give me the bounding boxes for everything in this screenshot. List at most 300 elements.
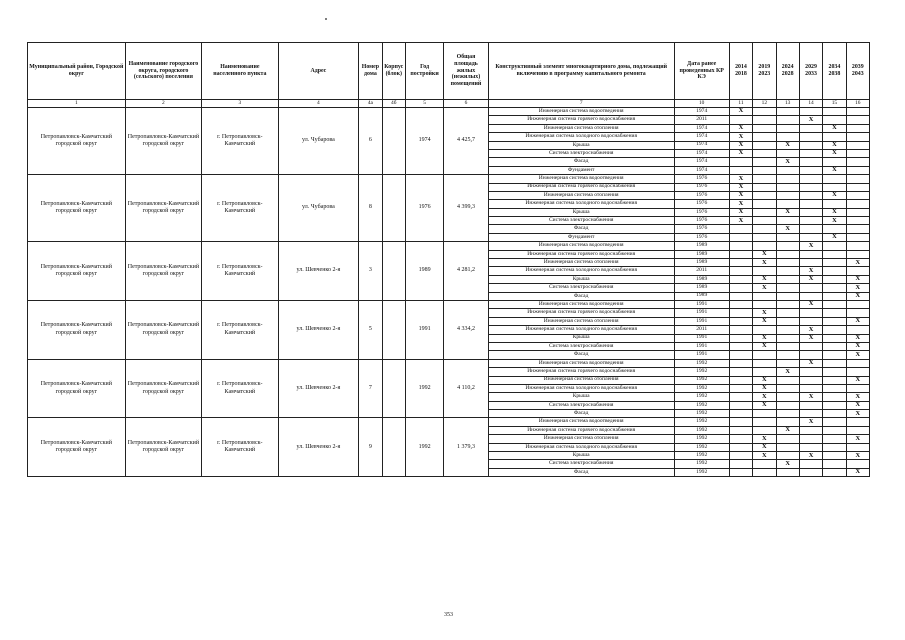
header-cell: 2034 2038	[823, 43, 846, 100]
period-cell	[729, 116, 752, 124]
table-row	[28, 175, 870, 183]
column-number: 13	[776, 100, 799, 108]
period-cell	[799, 401, 822, 409]
address-cell: ул. Шевченко 2-я	[278, 300, 359, 359]
header-cell: 2024 2028	[776, 43, 799, 100]
period-cell	[776, 149, 799, 157]
period-mark: X	[846, 284, 869, 292]
table-row	[28, 300, 870, 308]
period-cell	[776, 217, 799, 225]
period-cell	[729, 452, 752, 460]
period-mark: X	[753, 284, 776, 292]
element-cell: Инженерная система холодного водоснабжения	[488, 200, 674, 208]
locality-cell: г. Петропавловск-Камчатский	[202, 242, 278, 301]
element-cell: Инженерная система водоотведения	[488, 242, 674, 250]
period-mark: X	[776, 208, 799, 216]
repair-date-cell: 1992	[674, 410, 729, 418]
element-cell: Система электроснабжения	[488, 401, 674, 409]
period-cell	[799, 175, 822, 183]
period-cell	[823, 108, 846, 116]
period-cell	[776, 292, 799, 300]
period-cell	[823, 284, 846, 292]
period-mark: X	[823, 166, 846, 174]
period-cell	[729, 233, 752, 241]
period-mark: X	[799, 334, 822, 342]
repair-date-cell: 1976	[674, 208, 729, 216]
settlement-cell: Петропавловск-Камчатский городской округ	[125, 108, 201, 175]
period-cell	[799, 217, 822, 225]
korpus-cell	[382, 175, 405, 242]
period-cell	[729, 342, 752, 350]
element-cell: Инженерная система горячего водоснабжения	[488, 250, 674, 258]
period-cell	[799, 317, 822, 325]
period-cell	[753, 242, 776, 250]
element-cell: Фасад	[488, 410, 674, 418]
period-cell	[823, 259, 846, 267]
district-cell: Петропавловск-Камчатский городской округ	[28, 175, 126, 242]
period-cell	[846, 124, 869, 132]
scan-speck	[325, 18, 327, 20]
repair-date-cell: 1989	[674, 242, 729, 250]
period-cell	[753, 124, 776, 132]
header-cell: 2029 2033	[799, 43, 822, 100]
period-cell	[753, 292, 776, 300]
period-cell	[729, 401, 752, 409]
element-cell: Инженерная система горячего водоснабжения	[488, 116, 674, 124]
capital-repair-table	[27, 42, 870, 477]
period-cell	[776, 359, 799, 367]
period-cell	[729, 242, 752, 250]
repair-date-cell: 1992	[674, 359, 729, 367]
element-cell: Инженерная система водоотведения	[488, 300, 674, 308]
element-cell: Крыша	[488, 334, 674, 342]
build-year-cell: 1974	[405, 108, 443, 175]
period-mark: X	[799, 116, 822, 124]
period-cell	[729, 250, 752, 258]
build-year-cell: 1989	[405, 242, 443, 301]
period-cell	[846, 166, 869, 174]
period-mark: X	[799, 359, 822, 367]
period-cell	[823, 326, 846, 334]
period-cell	[846, 326, 869, 334]
period-cell	[776, 275, 799, 283]
period-cell	[753, 418, 776, 426]
period-mark: X	[799, 275, 822, 283]
period-cell	[776, 376, 799, 384]
repair-date-cell: 1976	[674, 183, 729, 191]
area-cell: 1 379,3	[444, 418, 489, 477]
period-cell	[753, 368, 776, 376]
repair-date-cell: 1974	[674, 108, 729, 116]
period-cell	[799, 435, 822, 443]
korpus-cell	[382, 242, 405, 301]
period-cell	[846, 108, 869, 116]
period-cell	[823, 468, 846, 476]
period-cell	[846, 368, 869, 376]
period-cell	[799, 384, 822, 392]
period-cell	[776, 443, 799, 451]
header-cell: 2039 2043	[846, 43, 869, 100]
period-cell	[729, 300, 752, 308]
period-cell	[729, 468, 752, 476]
period-cell	[823, 435, 846, 443]
repair-date-cell: 1991	[674, 300, 729, 308]
period-cell	[799, 141, 822, 149]
korpus-cell	[382, 359, 405, 418]
period-cell	[753, 191, 776, 199]
repair-date-cell: 1992	[674, 368, 729, 376]
period-mark: X	[753, 384, 776, 392]
period-mark: X	[823, 149, 846, 157]
repair-date-cell: 1991	[674, 351, 729, 359]
settlement-cell: Петропавловск-Камчатский городской округ	[125, 418, 201, 477]
repair-date-cell: 1991	[674, 317, 729, 325]
period-cell	[799, 166, 822, 174]
column-number: 1	[28, 100, 126, 108]
period-cell	[776, 384, 799, 392]
period-cell	[823, 116, 846, 124]
district-cell: Петропавловск-Камчатский городской округ	[28, 418, 126, 477]
locality-cell: г. Петропавловск-Камчатский	[202, 175, 278, 242]
locality-cell: г. Петропавловск-Камчатский	[202, 300, 278, 359]
period-cell	[846, 141, 869, 149]
period-mark: X	[846, 292, 869, 300]
element-cell: Крыша	[488, 141, 674, 149]
column-number: 7	[488, 100, 674, 108]
period-cell	[753, 175, 776, 183]
table-row	[28, 359, 870, 367]
period-cell	[823, 393, 846, 401]
period-mark: X	[753, 309, 776, 317]
period-cell	[823, 334, 846, 342]
period-cell	[823, 384, 846, 392]
period-mark: X	[753, 435, 776, 443]
period-cell	[799, 426, 822, 434]
element-cell: Фундамент	[488, 233, 674, 241]
period-cell	[823, 175, 846, 183]
period-mark: X	[776, 158, 799, 166]
period-cell	[753, 460, 776, 468]
period-mark: X	[846, 351, 869, 359]
repair-date-cell: 1992	[674, 393, 729, 401]
period-cell	[776, 309, 799, 317]
repair-date-cell: 1989	[674, 250, 729, 258]
period-cell	[753, 410, 776, 418]
settlement-cell: Петропавловск-Камчатский городской округ	[125, 175, 201, 242]
period-cell	[729, 267, 752, 275]
period-cell	[799, 309, 822, 317]
period-cell	[729, 334, 752, 342]
period-cell	[823, 368, 846, 376]
repair-date-cell: 1992	[674, 460, 729, 468]
element-cell: Инженерная система отопления	[488, 317, 674, 325]
element-cell: Фасад	[488, 158, 674, 166]
period-mark: X	[799, 393, 822, 401]
period-cell	[753, 468, 776, 476]
period-cell	[799, 368, 822, 376]
period-mark: X	[823, 124, 846, 132]
table-row	[28, 108, 870, 116]
house-number-cell: 7	[359, 359, 382, 418]
header-cell: Муниципальный район, Городской округ	[28, 43, 126, 100]
area-cell: 4 334,2	[444, 300, 489, 359]
period-cell	[799, 108, 822, 116]
period-cell	[776, 191, 799, 199]
period-cell	[729, 166, 752, 174]
repair-date-cell: 2011	[674, 116, 729, 124]
period-cell	[753, 217, 776, 225]
repair-date-cell: 1989	[674, 259, 729, 267]
period-cell	[753, 351, 776, 359]
header-cell: Корпус (блок)	[382, 43, 405, 100]
period-cell	[846, 443, 869, 451]
period-mark: X	[776, 460, 799, 468]
element-cell: Инженерная система водоотведения	[488, 108, 674, 116]
district-cell: Петропавловск-Камчатский городской округ	[28, 242, 126, 301]
period-cell	[729, 426, 752, 434]
period-cell	[729, 275, 752, 283]
period-cell	[753, 149, 776, 157]
period-cell	[753, 267, 776, 275]
period-cell	[846, 116, 869, 124]
element-cell: Фасад	[488, 351, 674, 359]
area-cell: 4 281,2	[444, 242, 489, 301]
repair-date-cell: 1974	[674, 124, 729, 132]
build-year-cell: 1992	[405, 359, 443, 418]
repair-date-cell: 2011	[674, 326, 729, 334]
period-cell	[823, 401, 846, 409]
repair-date-cell: 1992	[674, 468, 729, 476]
period-cell	[776, 326, 799, 334]
period-cell	[729, 418, 752, 426]
repair-date-cell: 1974	[674, 166, 729, 174]
repair-date-cell: 1991	[674, 309, 729, 317]
period-mark: X	[753, 250, 776, 258]
period-cell	[753, 208, 776, 216]
element-cell: Крыша	[488, 393, 674, 401]
period-mark: X	[846, 468, 869, 476]
element-cell: Инженерная система отопления	[488, 435, 674, 443]
period-mark: X	[753, 443, 776, 451]
address-cell: ул. Шевченко 2-я	[278, 242, 359, 301]
repair-date-cell: 1976	[674, 233, 729, 241]
repair-date-cell: 1992	[674, 384, 729, 392]
document-page	[27, 42, 870, 477]
period-cell	[823, 452, 846, 460]
repair-date-cell: 1992	[674, 452, 729, 460]
header-cell: Наименование населенного пункта	[202, 43, 278, 100]
period-cell	[799, 149, 822, 157]
period-mark: X	[846, 342, 869, 350]
element-cell: Инженерная система холодного водоснабжения	[488, 267, 674, 275]
period-cell	[799, 250, 822, 258]
period-cell	[846, 309, 869, 317]
repair-date-cell: 1974	[674, 158, 729, 166]
element-cell: Система электроснабжения	[488, 217, 674, 225]
element-cell: Инженерная система водоотведения	[488, 418, 674, 426]
repair-date-cell: 1976	[674, 217, 729, 225]
period-cell	[776, 233, 799, 241]
period-mark: X	[729, 175, 752, 183]
column-number: 16	[846, 100, 869, 108]
period-cell	[823, 158, 846, 166]
district-cell: Петропавловск-Камчатский городской округ	[28, 359, 126, 418]
period-cell	[846, 208, 869, 216]
build-year-cell: 1976	[405, 175, 443, 242]
period-cell	[846, 250, 869, 258]
period-cell	[776, 334, 799, 342]
column-number: 11	[729, 100, 752, 108]
period-cell	[846, 460, 869, 468]
period-mark: X	[729, 217, 752, 225]
period-mark: X	[729, 141, 752, 149]
period-cell	[753, 108, 776, 116]
period-cell	[776, 175, 799, 183]
element-cell: Система электроснабжения	[488, 284, 674, 292]
repair-date-cell: 1974	[674, 149, 729, 157]
area-cell: 4 110,2	[444, 359, 489, 418]
period-cell	[753, 158, 776, 166]
period-mark: X	[846, 401, 869, 409]
element-cell: Фасад	[488, 225, 674, 233]
period-cell	[776, 468, 799, 476]
period-cell	[776, 317, 799, 325]
period-cell	[799, 208, 822, 216]
element-cell: Инженерная система холодного водоснабжения	[488, 326, 674, 334]
period-cell	[776, 300, 799, 308]
period-cell	[799, 292, 822, 300]
period-mark: X	[729, 149, 752, 157]
period-cell	[823, 267, 846, 275]
column-number: 14	[799, 100, 822, 108]
korpus-cell	[382, 300, 405, 359]
area-cell: 4 425,7	[444, 108, 489, 175]
column-number: 4	[278, 100, 359, 108]
element-cell: Крыша	[488, 208, 674, 216]
period-cell	[776, 351, 799, 359]
period-cell	[823, 317, 846, 325]
period-cell	[729, 384, 752, 392]
element-cell: Инженерная система холодного водоснабжения	[488, 443, 674, 451]
element-cell: Крыша	[488, 452, 674, 460]
period-cell	[846, 300, 869, 308]
period-cell	[846, 359, 869, 367]
repair-date-cell: 1992	[674, 435, 729, 443]
period-cell	[799, 351, 822, 359]
period-mark: X	[729, 124, 752, 132]
period-cell	[729, 435, 752, 443]
period-mark: X	[799, 267, 822, 275]
column-number: 4а	[359, 100, 382, 108]
period-cell	[846, 418, 869, 426]
period-cell	[823, 376, 846, 384]
period-mark: X	[846, 452, 869, 460]
period-cell	[799, 284, 822, 292]
element-cell: Инженерная система отопления	[488, 191, 674, 199]
period-cell	[846, 175, 869, 183]
repair-date-cell: 1991	[674, 334, 729, 342]
period-cell	[776, 250, 799, 258]
period-mark: X	[776, 225, 799, 233]
period-cell	[776, 116, 799, 124]
element-cell: Фасад	[488, 292, 674, 300]
period-cell	[776, 401, 799, 409]
header-cell: Конструктивный элемент многоквартирного дома, подлежащий включению в программу капитального ремонта	[488, 43, 674, 100]
period-cell	[776, 284, 799, 292]
period-mark: X	[776, 368, 799, 376]
column-number: 5	[405, 100, 443, 108]
period-cell	[776, 124, 799, 132]
repair-date-cell: 1992	[674, 443, 729, 451]
repair-date-cell: 1992	[674, 401, 729, 409]
period-cell	[753, 116, 776, 124]
period-mark: X	[846, 275, 869, 283]
period-cell	[823, 342, 846, 350]
period-mark: X	[753, 259, 776, 267]
area-cell: 4 399,3	[444, 175, 489, 242]
period-cell	[729, 368, 752, 376]
element-cell: Инженерная система отопления	[488, 259, 674, 267]
element-cell: Крыша	[488, 275, 674, 283]
period-cell	[823, 418, 846, 426]
locality-cell: г. Петропавловск-Камчатский	[202, 359, 278, 418]
period-mark: X	[823, 217, 846, 225]
period-mark: X	[729, 200, 752, 208]
period-mark: X	[776, 426, 799, 434]
column-number: 4б	[382, 100, 405, 108]
header-cell: Дата ранее проведенных КР КЭ	[674, 43, 729, 100]
period-cell	[753, 359, 776, 367]
period-cell	[846, 384, 869, 392]
period-cell	[823, 183, 846, 191]
house-number-cell: 9	[359, 418, 382, 477]
repair-date-cell: 2011	[674, 267, 729, 275]
table-row	[28, 242, 870, 250]
repair-date-cell: 1974	[674, 141, 729, 149]
period-cell	[753, 133, 776, 141]
period-cell	[799, 233, 822, 241]
repair-date-cell: 1976	[674, 225, 729, 233]
header-cell: Год постройки	[405, 43, 443, 100]
period-cell	[846, 233, 869, 241]
period-cell	[753, 200, 776, 208]
repair-date-cell: 1989	[674, 275, 729, 283]
period-cell	[799, 342, 822, 350]
period-mark: X	[799, 418, 822, 426]
period-cell	[776, 342, 799, 350]
element-cell: Инженерная система горячего водоснабжения	[488, 368, 674, 376]
settlement-cell: Петропавловск-Камчатский городской округ	[125, 242, 201, 301]
period-cell	[823, 359, 846, 367]
period-cell	[846, 225, 869, 233]
period-cell	[799, 124, 822, 132]
period-mark: X	[823, 191, 846, 199]
period-mark: X	[729, 183, 752, 191]
period-cell	[729, 292, 752, 300]
repair-date-cell: 1989	[674, 284, 729, 292]
element-cell: Система электроснабжения	[488, 342, 674, 350]
period-mark: X	[753, 342, 776, 350]
period-mark: X	[753, 275, 776, 283]
locality-cell: г. Петропавловск-Камчатский	[202, 418, 278, 477]
period-cell	[776, 166, 799, 174]
header-cell: Адрес	[278, 43, 359, 100]
period-cell	[729, 259, 752, 267]
period-cell	[799, 376, 822, 384]
house-number-cell: 8	[359, 175, 382, 242]
element-cell: Инженерная система водоотведения	[488, 175, 674, 183]
period-mark: X	[729, 108, 752, 116]
